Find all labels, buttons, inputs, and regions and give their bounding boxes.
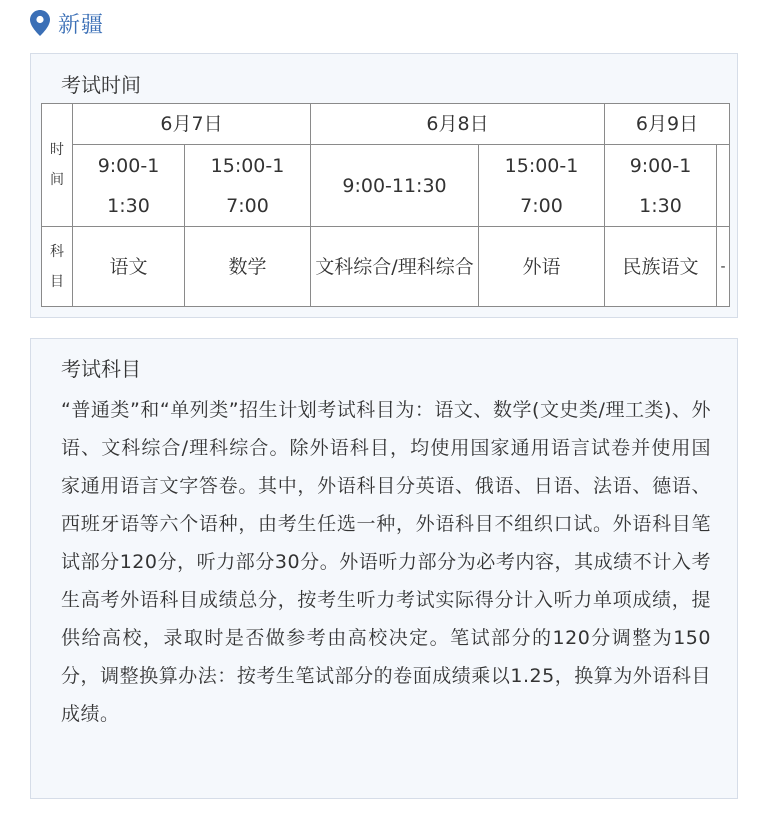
row-header-subject: [42, 227, 73, 307]
subject-cell: 文科综合/理科综合: [311, 227, 479, 307]
schedule-title: 考试时间: [61, 73, 141, 97]
row-header-time-label: 时间: [50, 142, 64, 188]
time-cell: 15:00-17:00: [185, 145, 311, 227]
subjects-title: 考试科目: [61, 357, 141, 381]
date-cell: 6月8日: [311, 104, 605, 145]
schedule-table: [41, 103, 730, 307]
date-cell: 6月9日: [605, 104, 730, 145]
subject-cell: -: [717, 227, 730, 307]
row-header-time: [42, 104, 73, 227]
subject-cell: 民族语文: [605, 227, 717, 307]
subjects-row: [42, 227, 730, 307]
dates-row: [42, 104, 730, 145]
subject-cell: 语文: [73, 227, 185, 307]
region-name: 新疆: [58, 12, 105, 38]
date-cell: 6月7日: [73, 104, 311, 145]
subject-cell: 数学: [185, 227, 311, 307]
time-cell: 9:00-11:30: [311, 145, 479, 227]
times-row: [42, 145, 730, 227]
time-cell: 9:00-11:30: [73, 145, 185, 227]
location-pin-icon: [30, 10, 50, 36]
time-cell: 9:00-11:30: [605, 145, 717, 227]
subject-cell: 外语: [479, 227, 605, 307]
row-header-subject-label: 科目: [50, 243, 64, 290]
region-header: [30, 6, 104, 40]
exam-subjects-card: [30, 338, 738, 799]
subjects-paragraph: “普通类”和“单列类”招生计划考试科目为：语文、数学(文史类/理工类)、外语、文科综合/理科综合。除外语科目，均使用国家通用语言试卷并使用国家通用语言文字答卷。其中，外语科目分英语、俄语、日语、法语、德语、西班牙语等六个语种，由考生任选一种，外语科目不组织口试。外语科目笔试部分120分，听力部分30分。外语听力部分为必考内容，其成绩不计入考生高考外语科目成绩总分，按考生听力考试实际得分计入听力单项成绩，提供给高校，录取时是否做参考由高校决定。笔试部分的120分调整为150分，调整换算办法：按考生笔试部分的卷面成绩乘以1.25，换算为外语科目成绩。: [61, 399, 711, 725]
time-cell-empty: [717, 145, 730, 227]
time-cell: 15:00-17:00: [479, 145, 605, 227]
exam-schedule-card: [30, 53, 738, 318]
